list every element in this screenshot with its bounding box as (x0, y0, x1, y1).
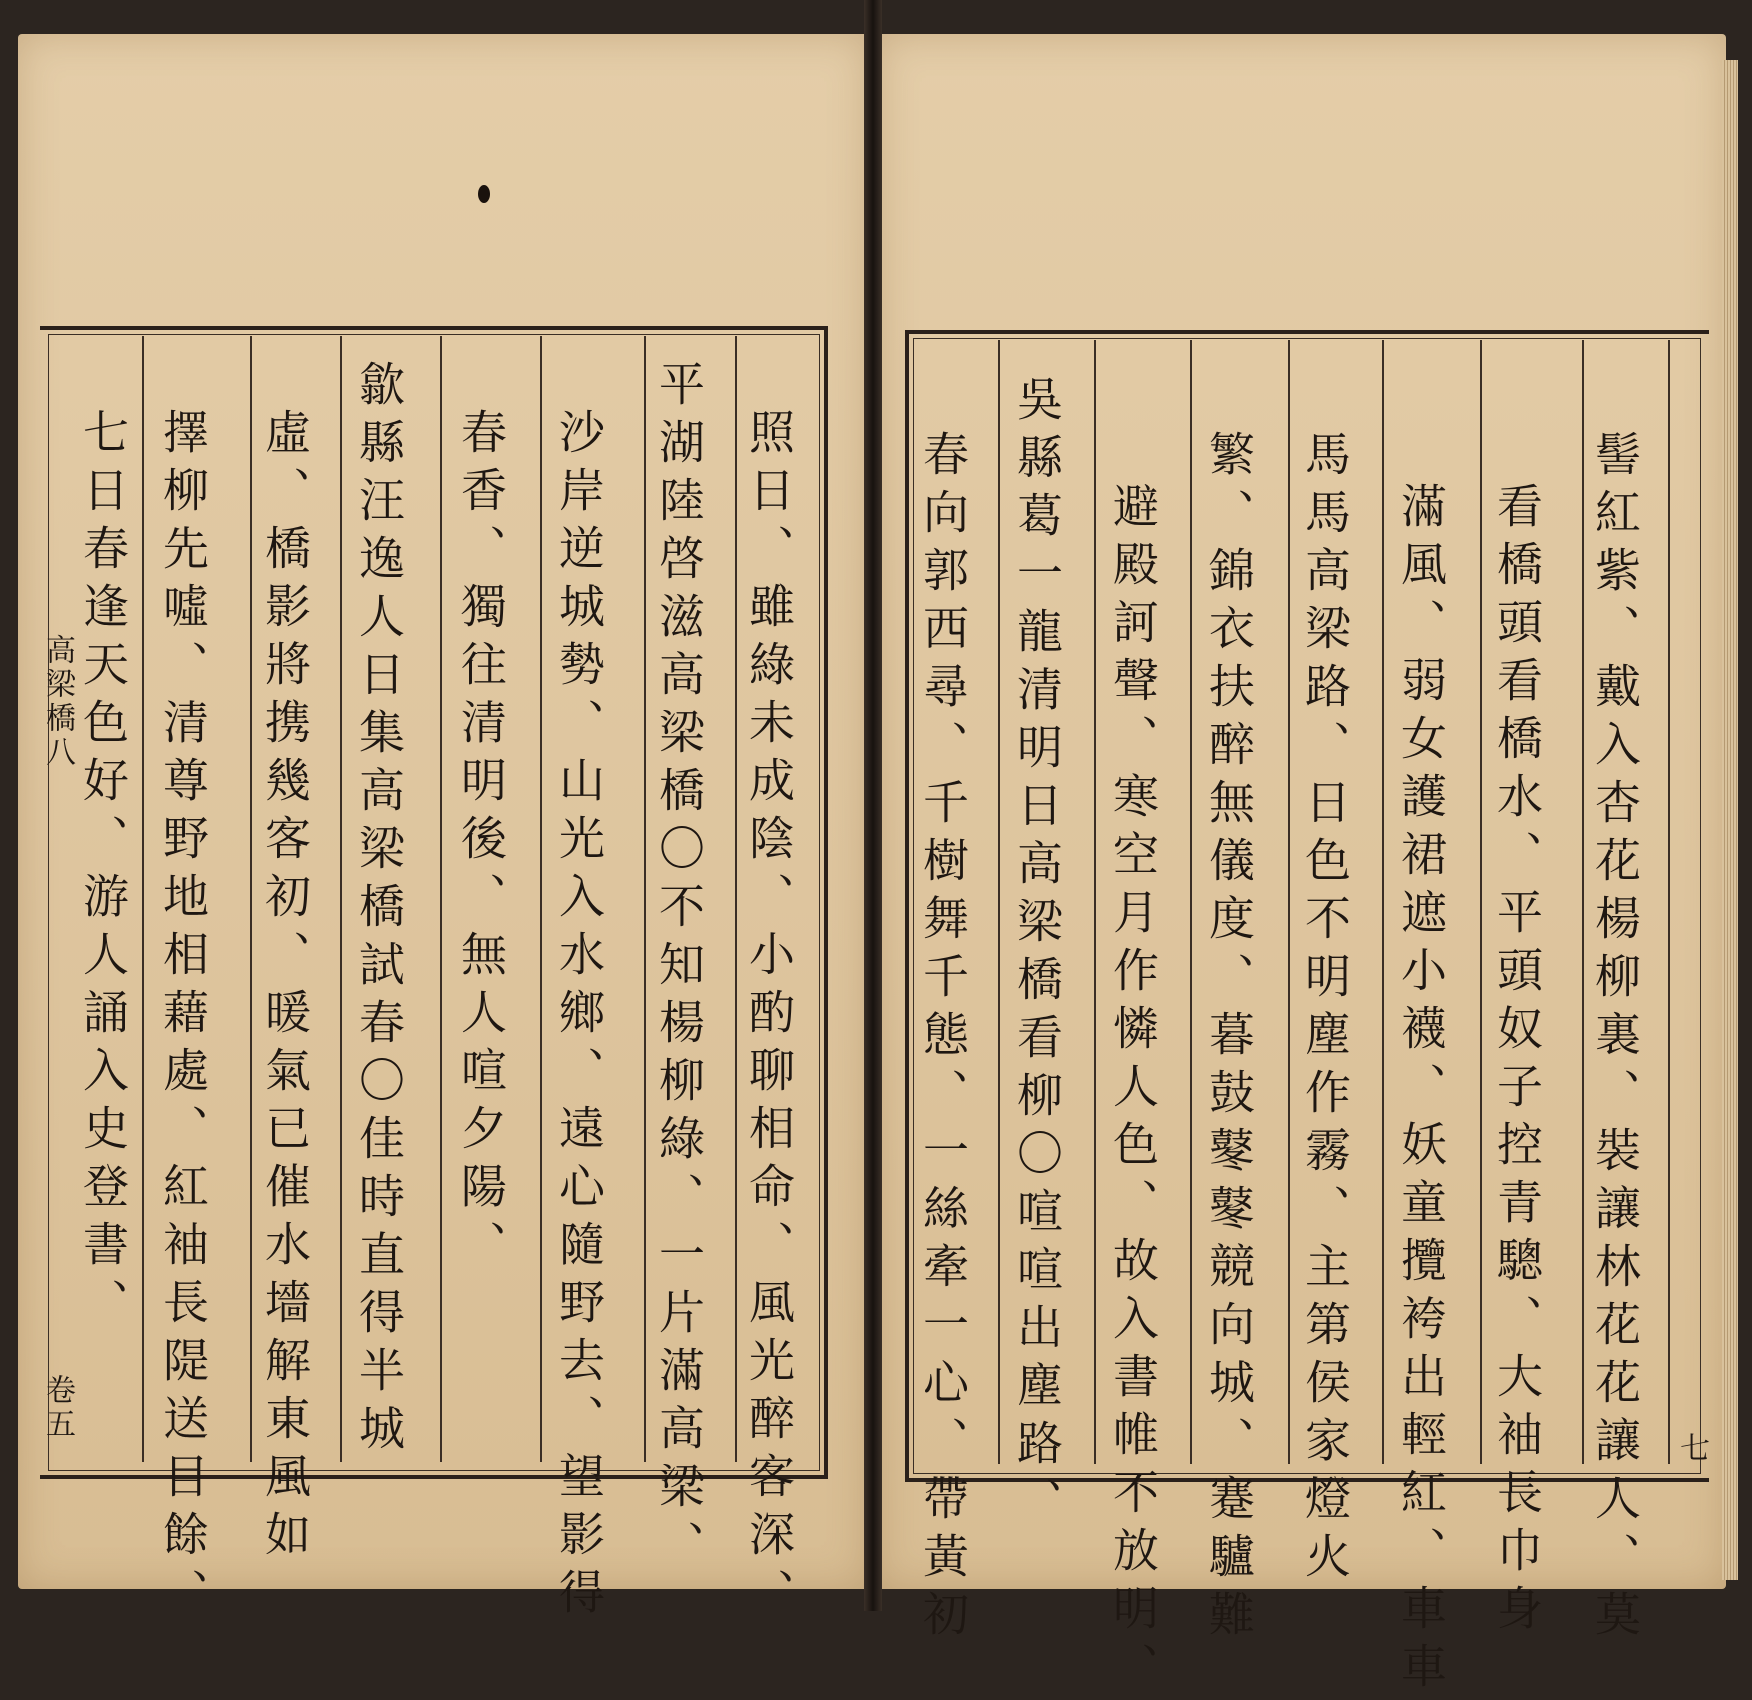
text-column-7: 吳縣葛一龍清明日高梁橋看柳〇喧喧出塵路、 (1010, 375, 1064, 1535)
column-rule (1668, 340, 1670, 1464)
text-column-4: 馬馬高梁路、日色不明塵作霧、主第侯家燈火 (1298, 430, 1352, 1590)
column-rule (250, 336, 252, 1462)
text-column-5: 歙縣汪逸人日集高梁橋試春〇佳時直得半城 (352, 360, 406, 1462)
column-rule (1094, 340, 1096, 1464)
text-column-2: 看橋頭看橋水、平頭奴子控青驄、大袖長巾身 (1490, 482, 1544, 1642)
text-column-2: 平湖陸啓滋高梁橋〇不知楊柳綠、一片滿高梁、 (652, 360, 706, 1578)
text-column-3: 滿風、弱女護裙遮小襪、妖童攬袴出輕紅、車車 (1394, 482, 1448, 1700)
column-rule (440, 336, 442, 1462)
page-edges (1722, 60, 1738, 1580)
column-rule (1480, 340, 1482, 1464)
column-rule (1582, 340, 1584, 1464)
column-rule (142, 336, 144, 1462)
text-column-5: 繁、錦衣扶醉無儀度、暮鼓鼕鼕競向城、蹇驢難 (1202, 430, 1256, 1648)
text-column-6: 避殿訶聲、寒空月作憐人色、故入書帷不放明、 (1106, 482, 1160, 1700)
column-rule (540, 336, 542, 1462)
column-rule (735, 336, 737, 1462)
text-column-7: 擇柳先噓、清尊野地相藉處、紅袖長隄送目餘、 (156, 408, 210, 1626)
text-column-6: 虛、橋影將携幾客初、暖氣已催水墻解東風如 (258, 408, 312, 1568)
margin-title: 高梁橋八 (40, 634, 75, 770)
margin-volume: 卷五 (40, 1374, 75, 1442)
column-rule (1190, 340, 1192, 1464)
text-column-8: 七日春逢天色好、游人誦入史登書、 (76, 408, 130, 1336)
column-rule (644, 336, 646, 1462)
text-column-1: 照日、雖綠未成陰、小酌聊相命、風光醉客深、 (742, 408, 796, 1626)
column-rule (1288, 340, 1290, 1464)
text-column-3: 沙岸逆城勢、山光入水鄉、遠心隨野去、望影得 (552, 408, 606, 1626)
text-column-8: 春向郭西尋、千樹舞千態、一絲牽一心、帶黃初 (916, 430, 970, 1648)
text-column-1: 髻紅紫、戴入杏花楊柳裏、裝讓林花花讓人、莫 (1588, 430, 1642, 1648)
margin-folio: 七 (1674, 1432, 1709, 1466)
column-rule (998, 340, 1000, 1464)
text-column-4: 春香、獨往清明後、無人喧夕陽、 (454, 408, 508, 1278)
column-rule (1382, 340, 1384, 1464)
ink-blot (478, 185, 490, 203)
book-gutter (864, 0, 882, 1611)
column-rule (340, 336, 342, 1462)
